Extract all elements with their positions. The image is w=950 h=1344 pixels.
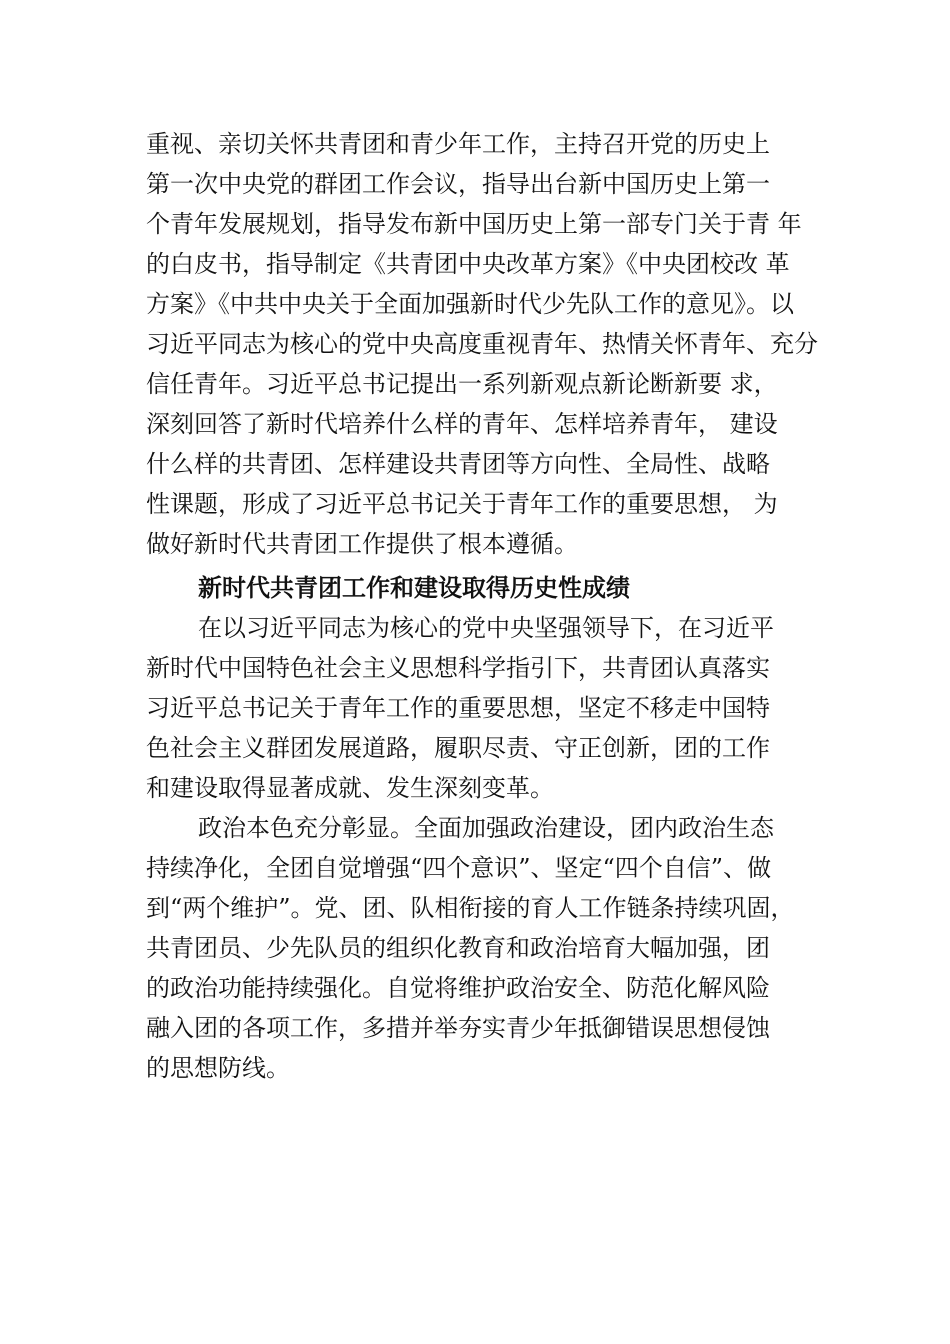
text-line: 习近平同志为核心的党中央高度重视青年、热情关怀青年、充分 [146, 330, 818, 358]
text-line: 到“两个维护”。党、团、队相衔接的育人工作链条持续巩固， [146, 894, 795, 922]
text-line: 的思想防线。 [146, 1054, 290, 1082]
paragraph-2 [146, 608, 836, 808]
text-line: 政治本色充分彰显。全面加强政治建设，团内政治生态 [198, 814, 774, 842]
text-line: 持续净化，全团自觉增强“四个意识”、坚定“四个自信”、做 [146, 854, 772, 882]
document-body [146, 124, 836, 1088]
text-line: 色社会主义群团发展道路，履职尽责、守正创新，团的工作 [146, 734, 770, 762]
text-line: 做好新时代共青团工作提供了根本遵循。 [146, 530, 578, 558]
text-line: 共青团员、少先队员的组织化教育和政治培育大幅加强，团 [146, 934, 770, 962]
text-line: 融入团的各项工作，多措并举夯实青少年抵御错误思想侵蚀 [146, 1014, 770, 1042]
text-line: 的白皮书，指导制定《共青团中央改革方案》《中央团校改 革 [146, 250, 790, 278]
text-line: 习近平总书记关于青年工作的重要思想，坚定不移走中国特 [146, 694, 770, 722]
section-heading: 新时代共青团工作和建设取得历史性成绩 [198, 574, 630, 602]
text-line: 重视、亲切关怀共青团和青少年工作，主持召开党的历史上 [146, 130, 770, 158]
paragraph-3 [146, 808, 836, 1088]
text-line: 深刻回答了新时代培养什么样的青年、怎样培养青年， 建设 [146, 410, 778, 438]
text-line: 性课题，形成了习近平总书记关于青年工作的重要思想， 为 [146, 490, 778, 518]
text-line: 个青年发展规划，指导发布新中国历史上第一部专门关于青 年 [146, 210, 802, 238]
text-line: 方案》《中共中央关于全面加强新时代少先队工作的意见》。以 [146, 290, 794, 318]
paragraph-1 [146, 124, 836, 564]
text-line: 第一次中央党的群团工作会议，指导出台新中国历史上第一 [146, 170, 770, 198]
text-line: 和建设取得显著成就、发生深刻变革。 [146, 774, 554, 802]
text-line: 在以习近平同志为核心的党中央坚强领导下，在习近平 [198, 614, 774, 642]
text-line: 信任青年。习近平总书记提出一系列新观点新论断新要 求， [146, 370, 778, 398]
text-line: 的政治功能持续强化。自觉将维护政治安全、防范化解风险 [146, 974, 770, 1002]
text-line: 什么样的共青团、怎样建设共青团等方向性、全局性、战略 [146, 450, 770, 478]
text-line: 新时代中国特色社会主义思想科学指引下，共青团认真落实 [146, 654, 770, 682]
